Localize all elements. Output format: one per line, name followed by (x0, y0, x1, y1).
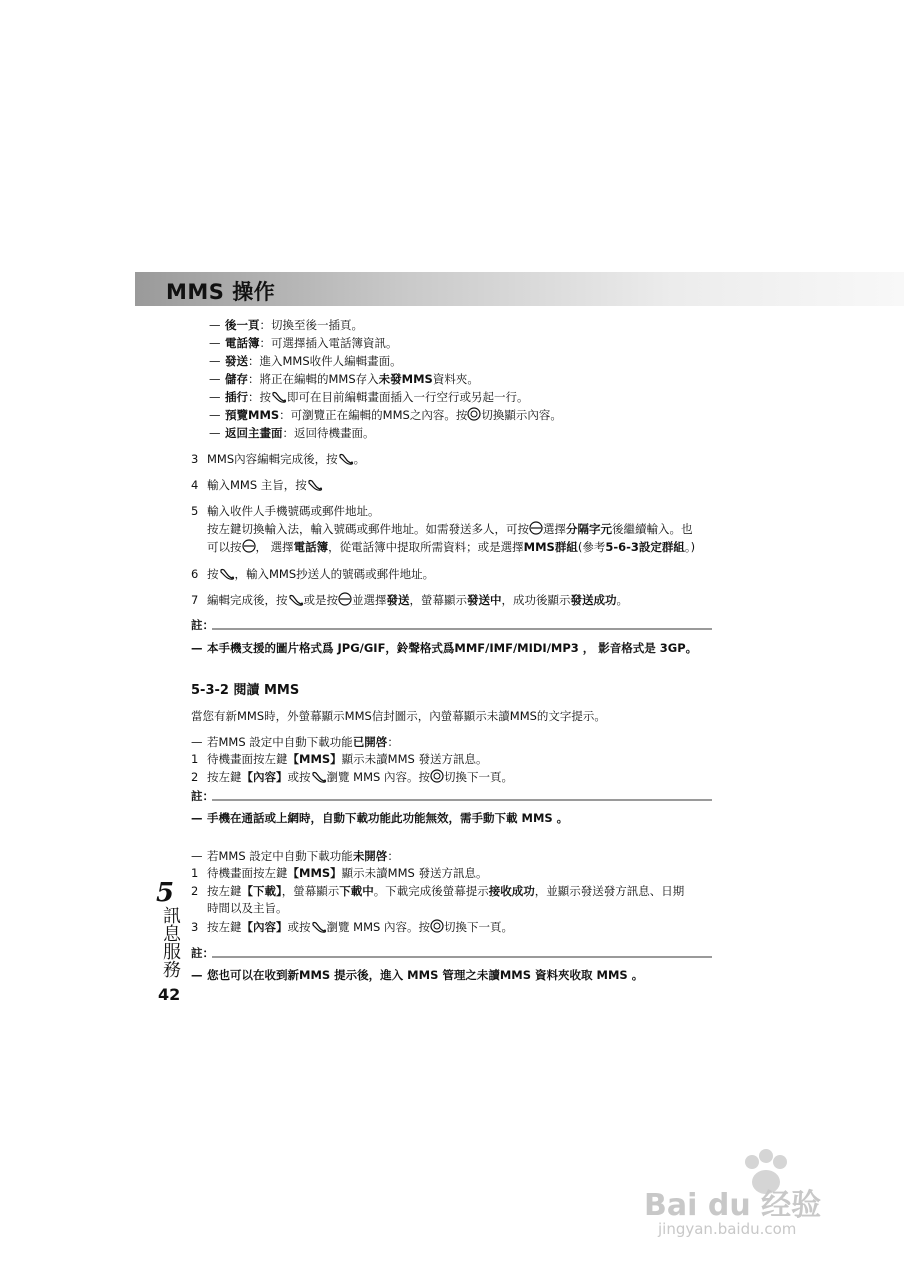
call-key-icon (311, 921, 327, 937)
note-label: 註： (191, 618, 214, 632)
auto-off-step-2-cont: 時間以及主旨。 (207, 901, 288, 915)
auto-on-step-1: 1 待機畫面按左鍵【MMS】顯示未讀MMS 發送方訊息。 (191, 752, 488, 766)
option-next-page: — 後一頁：切換至後一插頁。 (209, 318, 363, 332)
step-3: 3 MMS內容編輯完成後，按 。 (191, 451, 365, 469)
auto-off-step-2: 2 按左鍵【下載】，螢幕顯示下載中。下載完成後螢幕提示接收成功，並顯示發送發方訊息、日期 (191, 884, 685, 898)
step-5-line-2: 按左鍵切換輸入法，輸入號碼或郵件地址。如需發送多人，可按 選擇分隔字元後繼續輸入。也 (207, 521, 693, 539)
auto-off-heading: — 若MMS 設定中自動下載功能未開啓： (191, 849, 399, 863)
minus-key-icon (529, 521, 543, 539)
note-divider (212, 956, 712, 958)
watermark-url: jingyan.baidu.com (658, 1220, 797, 1238)
option-save: — 儲存：將正在編輯的MMS存入未發MMS資料夾。 (209, 372, 479, 386)
auto-off-step-1: 1 待機畫面按左鍵【MMS】顯示未讀MMS 發送方訊息。 (191, 866, 488, 880)
auto-on-heading: — 若MMS 設定中自動下載功能已開啓： (191, 735, 399, 749)
step-6: 6 按 ，輸入MMS抄送人的號碼或郵件地址。 (191, 566, 434, 584)
baidu-watermark (642, 1142, 862, 1242)
step-5-line-1: 5 輸入收件人手機號碼或郵件地址。 (191, 504, 380, 518)
call-key-icon (288, 594, 304, 610)
watermark-brand: Bai du 经验 (644, 1188, 822, 1223)
nav-key-icon (430, 919, 444, 937)
option-preview-mms: — 預覽MMS：可瀏覽正在編輯的MMS之內容。按 切換顯示內容。 (209, 407, 562, 425)
call-key-icon (307, 479, 323, 495)
step-7: 7 編輯完成後，按 或是按 並選擇發送，螢幕顯示發送中，成功後顯示發送成功。 (191, 592, 628, 610)
note-3: — 您也可以在收到新MMS 提示後，進入 MMS 管理之未讀MMS 資料夾收取 MMS 。 (191, 968, 644, 982)
note-divider (212, 799, 712, 801)
minus-key-icon (242, 539, 256, 557)
section-intro: 當您有新MMS時，外螢幕顯示MMS信封圖示，內螢幕顯示未讀MMS的文字提示。 (191, 709, 606, 723)
section-title: 5-3-2 閱讀 MMS (191, 683, 300, 698)
step-4: 4 輸入MMS 主旨，按 (191, 477, 323, 495)
option-insert-line: — 插行：按 即可在目前編輯畫面插入一行空行或另起一行。 (209, 389, 529, 407)
chapter-number: 5 (156, 878, 175, 908)
option-return-home: — 返回主畫面：返回待機畫面。 (209, 426, 375, 440)
call-key-icon (338, 453, 354, 469)
page-number: 42 (158, 985, 181, 1004)
option-send: — 發送：進入MMS收件人編輯畫面。 (209, 354, 402, 368)
nav-key-icon (430, 769, 444, 787)
auto-on-step-2: 2 按左鍵【內容】或按 瀏覽 MMS 內容。按 切換下一頁。 (191, 769, 513, 787)
minus-key-icon (338, 592, 352, 610)
note-divider (212, 628, 712, 630)
note-2: — 手機在通話或上網時，自動下載功能此功能無效，需手動下載 MMS 。 (191, 811, 569, 825)
chapter-label: 訊息服務 (160, 906, 181, 978)
page-title: MMS 操作 (166, 280, 276, 304)
call-key-icon (219, 568, 235, 584)
option-phonebook: — 電話簿：可選擇插入電話簿資訊。 (209, 336, 398, 350)
call-key-icon (271, 391, 287, 407)
note-label: 註： (191, 946, 214, 960)
call-key-icon (311, 771, 327, 787)
note-label: 註： (191, 789, 214, 803)
auto-off-step-3: 3 按左鍵【內容】或按 瀏覽 MMS 內容。按 切換下一頁。 (191, 919, 513, 937)
step-5-line-3: 可以按 ， 選擇電話簿，從電話簿中提取所需資料；或是選擇MMS群組(參考5-6-3設定群組。) (207, 539, 695, 557)
note-1: — 本手機支援的圖片格式爲 JPG/GIF，鈴聲格式爲MMF/IMF/MIDI/MP3 ， 影音格式是 3GP。 (191, 641, 698, 655)
nav-key-icon (467, 407, 481, 425)
